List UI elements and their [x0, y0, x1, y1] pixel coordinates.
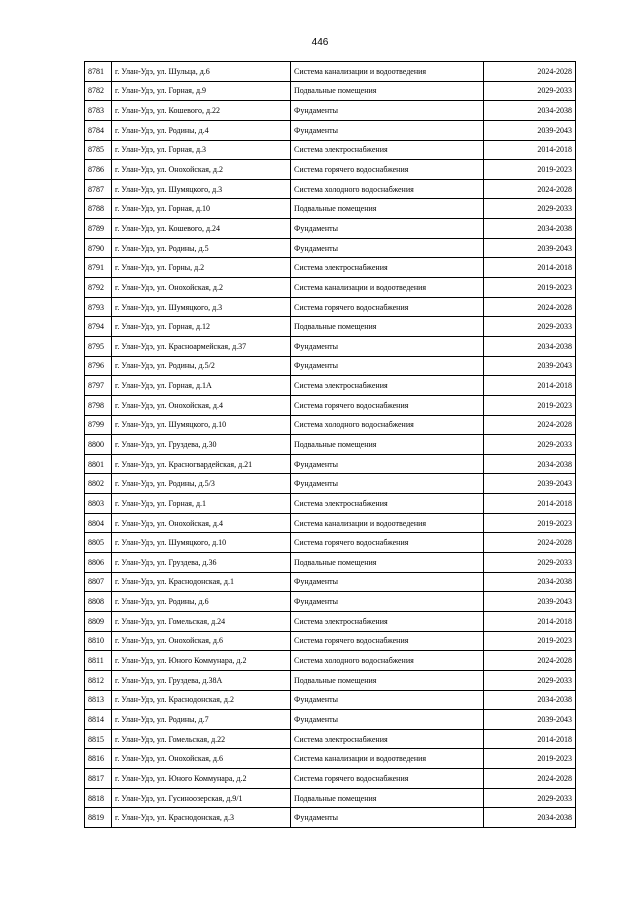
system-cell: Фундаменты [291, 710, 484, 730]
row-number-cell: 8787 [85, 179, 112, 199]
period-cell: 2024-2028 [484, 415, 576, 435]
row-number-cell: 8785 [85, 140, 112, 160]
period-cell: 2039-2043 [484, 592, 576, 612]
address-cell: г. Улан-Удэ, ул. Красногвардейская, д.21 [112, 454, 291, 474]
table-row [85, 749, 576, 769]
system-cell: Система холодного водоснабжения [291, 179, 484, 199]
row-number-cell: 8798 [85, 395, 112, 415]
period-cell: 2029-2033 [484, 199, 576, 219]
address-cell: г. Улан-Удэ, ул. Родины, д.4 [112, 120, 291, 140]
row-number-cell: 8788 [85, 199, 112, 219]
table-row [85, 435, 576, 455]
period-cell: 2029-2033 [484, 788, 576, 808]
row-number-cell: 8791 [85, 258, 112, 278]
page-number: 446 [311, 37, 329, 48]
address-cell: г. Улан-Удэ, ул. Онохойская, д.6 [112, 631, 291, 651]
row-number-cell: 8819 [85, 808, 112, 828]
row-number-cell: 8789 [85, 219, 112, 239]
row-number-cell: 8817 [85, 769, 112, 789]
address-cell: г. Улан-Удэ, ул. Онохойская, д.6 [112, 749, 291, 769]
period-cell: 2034-2038 [484, 690, 576, 710]
table-row [85, 395, 576, 415]
table-row [85, 592, 576, 612]
row-number-cell: 8813 [85, 690, 112, 710]
period-cell: 2039-2043 [484, 120, 576, 140]
system-cell: Фундаменты [291, 454, 484, 474]
address-cell: г. Улан-Удэ, ул. Шумяцкого, д.3 [112, 297, 291, 317]
table-row [85, 553, 576, 573]
system-cell: Система электроснабжения [291, 729, 484, 749]
address-cell: г. Улан-Удэ, ул. Гомельская, д.24 [112, 611, 291, 631]
period-cell: 2029-2033 [484, 553, 576, 573]
period-cell: 2039-2043 [484, 238, 576, 258]
system-cell: Подвальные помещения [291, 81, 484, 101]
period-cell: 2034-2038 [484, 454, 576, 474]
table-row [85, 179, 576, 199]
row-number-cell: 8800 [85, 435, 112, 455]
row-number-cell: 8783 [85, 101, 112, 121]
address-cell: г. Улан-Удэ, ул. Шульца, д.6 [112, 62, 291, 82]
row-number-cell: 8811 [85, 651, 112, 671]
period-cell: 2024-2028 [484, 62, 576, 82]
row-number-cell: 8812 [85, 670, 112, 690]
system-cell: Фундаменты [291, 219, 484, 239]
period-cell: 2029-2033 [484, 435, 576, 455]
row-number-cell: 8803 [85, 494, 112, 514]
row-number-cell: 8799 [85, 415, 112, 435]
system-cell: Система канализации и водоотведения [291, 62, 484, 82]
system-cell: Система электроснабжения [291, 140, 484, 160]
table-row [85, 376, 576, 396]
address-cell: г. Улан-Удэ, ул. Горная, д.9 [112, 81, 291, 101]
address-cell: г. Улан-Удэ, ул. Шумяцкого, д.10 [112, 415, 291, 435]
period-cell: 2039-2043 [484, 356, 576, 376]
system-cell: Фундаменты [291, 572, 484, 592]
address-cell: г. Улан-Удэ, ул. Шумяцкого, д.3 [112, 179, 291, 199]
system-cell: Система горячего водоснабжения [291, 160, 484, 180]
table-row [85, 297, 576, 317]
period-cell: 2024-2028 [484, 651, 576, 671]
period-cell: 2019-2023 [484, 749, 576, 769]
table-row [85, 651, 576, 671]
address-cell: г. Улан-Удэ, ул. Горная, д.1 [112, 494, 291, 514]
period-cell: 2034-2038 [484, 101, 576, 121]
table-row [85, 336, 576, 356]
table-row [85, 238, 576, 258]
period-cell: 2029-2033 [484, 670, 576, 690]
address-cell: г. Улан-Удэ, ул. Кошевого, д.22 [112, 101, 291, 121]
address-cell: г. Улан-Удэ, ул. Груздева, д.38А [112, 670, 291, 690]
row-number-cell: 8815 [85, 729, 112, 749]
table-row [85, 710, 576, 730]
system-cell: Фундаменты [291, 120, 484, 140]
system-cell: Система горячего водоснабжения [291, 297, 484, 317]
system-cell: Система горячего водоснабжения [291, 395, 484, 415]
period-cell: 2019-2023 [484, 160, 576, 180]
system-cell: Система горячего водоснабжения [291, 631, 484, 651]
table-row [85, 160, 576, 180]
address-cell: г. Улан-Удэ, ул. Онохойская, д.2 [112, 278, 291, 298]
row-number-cell: 8816 [85, 749, 112, 769]
table-row [85, 356, 576, 376]
row-number-cell: 8792 [85, 278, 112, 298]
table-row [85, 788, 576, 808]
table-row [85, 219, 576, 239]
system-cell: Фундаменты [291, 336, 484, 356]
system-cell: Система электроснабжения [291, 376, 484, 396]
period-cell: 2019-2023 [484, 395, 576, 415]
system-cell: Фундаменты [291, 356, 484, 376]
system-cell: Система канализации и водоотведения [291, 278, 484, 298]
table-row [85, 631, 576, 651]
table-row [85, 513, 576, 533]
row-number-cell: 8796 [85, 356, 112, 376]
row-number-cell: 8797 [85, 376, 112, 396]
period-cell: 2034-2038 [484, 219, 576, 239]
system-cell: Система электроснабжения [291, 494, 484, 514]
table-row [85, 494, 576, 514]
table-row [85, 572, 576, 592]
system-cell: Подвальные помещения [291, 199, 484, 219]
system-cell: Система холодного водоснабжения [291, 415, 484, 435]
address-cell: г. Улан-Удэ, ул. Юного Коммунара, д.2 [112, 769, 291, 789]
table-row [85, 670, 576, 690]
table-row [85, 199, 576, 219]
period-cell: 2024-2028 [484, 769, 576, 789]
system-cell: Фундаменты [291, 690, 484, 710]
row-number-cell: 8795 [85, 336, 112, 356]
address-cell: г. Улан-Удэ, ул. Гомельская, д.22 [112, 729, 291, 749]
system-cell: Фундаменты [291, 808, 484, 828]
period-cell: 2019-2023 [484, 631, 576, 651]
system-cell: Подвальные помещения [291, 670, 484, 690]
table-row [85, 258, 576, 278]
row-number-cell: 8801 [85, 454, 112, 474]
period-cell: 2034-2038 [484, 808, 576, 828]
address-cell: г. Улан-Удэ, ул. Онохойская, д.4 [112, 395, 291, 415]
address-cell: г. Улан-Удэ, ул. Юного Коммунара, д.2 [112, 651, 291, 671]
row-number-cell: 8806 [85, 553, 112, 573]
row-number-cell: 8802 [85, 474, 112, 494]
table-row [85, 474, 576, 494]
address-cell: г. Улан-Удэ, ул. Груздева, д.36 [112, 553, 291, 573]
row-number-cell: 8809 [85, 611, 112, 631]
row-number-cell: 8781 [85, 62, 112, 82]
system-cell: Фундаменты [291, 101, 484, 121]
row-number-cell: 8818 [85, 788, 112, 808]
period-cell: 2019-2023 [484, 513, 576, 533]
period-cell: 2039-2043 [484, 474, 576, 494]
period-cell: 2024-2028 [484, 533, 576, 553]
table-row [85, 278, 576, 298]
period-cell: 2014-2018 [484, 376, 576, 396]
table-row [85, 101, 576, 121]
address-cell: г. Улан-Удэ, ул. Родины, д.6 [112, 592, 291, 612]
table-row [85, 317, 576, 337]
row-number-cell: 8808 [85, 592, 112, 612]
address-cell: г. Улан-Удэ, ул. Груздева, д.30 [112, 435, 291, 455]
row-number-cell: 8804 [85, 513, 112, 533]
period-cell: 2034-2038 [484, 572, 576, 592]
address-cell: г. Улан-Удэ, ул. Горная, д.1А [112, 376, 291, 396]
address-cell: г. Улан-Удэ, ул. Горная, д.12 [112, 317, 291, 337]
row-number-cell: 8784 [85, 120, 112, 140]
table-row [85, 729, 576, 749]
system-cell: Система горячего водоснабжения [291, 769, 484, 789]
system-cell: Подвальные помещения [291, 788, 484, 808]
row-number-cell: 8807 [85, 572, 112, 592]
system-cell: Система электроснабжения [291, 611, 484, 631]
address-cell: г. Улан-Удэ, ул. Родины, д.5/2 [112, 356, 291, 376]
period-cell: 2014-2018 [484, 494, 576, 514]
address-cell: г. Улан-Удэ, ул. Краснодонская, д.1 [112, 572, 291, 592]
period-cell: 2024-2028 [484, 297, 576, 317]
system-cell: Фундаменты [291, 592, 484, 612]
address-cell: г. Улан-Удэ, ул. Родины, д.5 [112, 238, 291, 258]
system-cell: Система горячего водоснабжения [291, 533, 484, 553]
table-row [85, 81, 576, 101]
period-cell: 2019-2023 [484, 278, 576, 298]
row-number-cell: 8793 [85, 297, 112, 317]
period-cell: 2014-2018 [484, 140, 576, 160]
table-row [85, 533, 576, 553]
table-row [85, 808, 576, 828]
table-row [85, 690, 576, 710]
system-cell: Фундаменты [291, 474, 484, 494]
period-cell: 2029-2033 [484, 81, 576, 101]
period-cell: 2014-2018 [484, 611, 576, 631]
row-number-cell: 8790 [85, 238, 112, 258]
system-cell: Подвальные помещения [291, 435, 484, 455]
registry-table [84, 61, 576, 828]
address-cell: г. Улан-Удэ, ул. Кошевого, д.24 [112, 219, 291, 239]
row-number-cell: 8805 [85, 533, 112, 553]
row-number-cell: 8794 [85, 317, 112, 337]
address-cell: г. Улан-Удэ, ул. Шумяцкого, д.10 [112, 533, 291, 553]
table-row [85, 769, 576, 789]
table-row [85, 454, 576, 474]
period-cell: 2014-2018 [484, 729, 576, 749]
row-number-cell: 8786 [85, 160, 112, 180]
table-row [85, 62, 576, 82]
address-cell: г. Улан-Удэ, ул. Горная, д.10 [112, 199, 291, 219]
system-cell: Система канализации и водоотведения [291, 513, 484, 533]
system-cell: Система холодного водоснабжения [291, 651, 484, 671]
address-cell: г. Улан-Удэ, ул. Горны, д.2 [112, 258, 291, 278]
table-row [85, 611, 576, 631]
period-cell: 2024-2028 [484, 179, 576, 199]
table-row [85, 140, 576, 160]
period-cell: 2034-2038 [484, 336, 576, 356]
address-cell: г. Улан-Удэ, ул. Краснодонская, д.3 [112, 808, 291, 828]
address-cell: г. Улан-Удэ, ул. Краснодонская, д.2 [112, 690, 291, 710]
address-cell: г. Улан-Удэ, ул. Гусиноозерская, д.9/1 [112, 788, 291, 808]
address-cell: г. Улан-Удэ, ул. Родины, д.7 [112, 710, 291, 730]
period-cell: 2014-2018 [484, 258, 576, 278]
system-cell: Система электроснабжения [291, 258, 484, 278]
address-cell: г. Улан-Удэ, ул. Красноармейская, д.37 [112, 336, 291, 356]
row-number-cell: 8782 [85, 81, 112, 101]
address-cell: г. Улан-Удэ, ул. Горная, д.3 [112, 140, 291, 160]
system-cell: Фундаменты [291, 238, 484, 258]
row-number-cell: 8810 [85, 631, 112, 651]
address-cell: г. Улан-Удэ, ул. Родины, д.5/3 [112, 474, 291, 494]
registry-table-body [85, 62, 576, 828]
system-cell: Подвальные помещения [291, 317, 484, 337]
row-number-cell: 8814 [85, 710, 112, 730]
address-cell: г. Улан-Удэ, ул. Онохойская, д.2 [112, 160, 291, 180]
address-cell: г. Улан-Удэ, ул. Онохойская, д.4 [112, 513, 291, 533]
table-row [85, 120, 576, 140]
system-cell: Подвальные помещения [291, 553, 484, 573]
system-cell: Система канализации и водоотведения [291, 749, 484, 769]
period-cell: 2039-2043 [484, 710, 576, 730]
period-cell: 2029-2033 [484, 317, 576, 337]
table-row [85, 415, 576, 435]
